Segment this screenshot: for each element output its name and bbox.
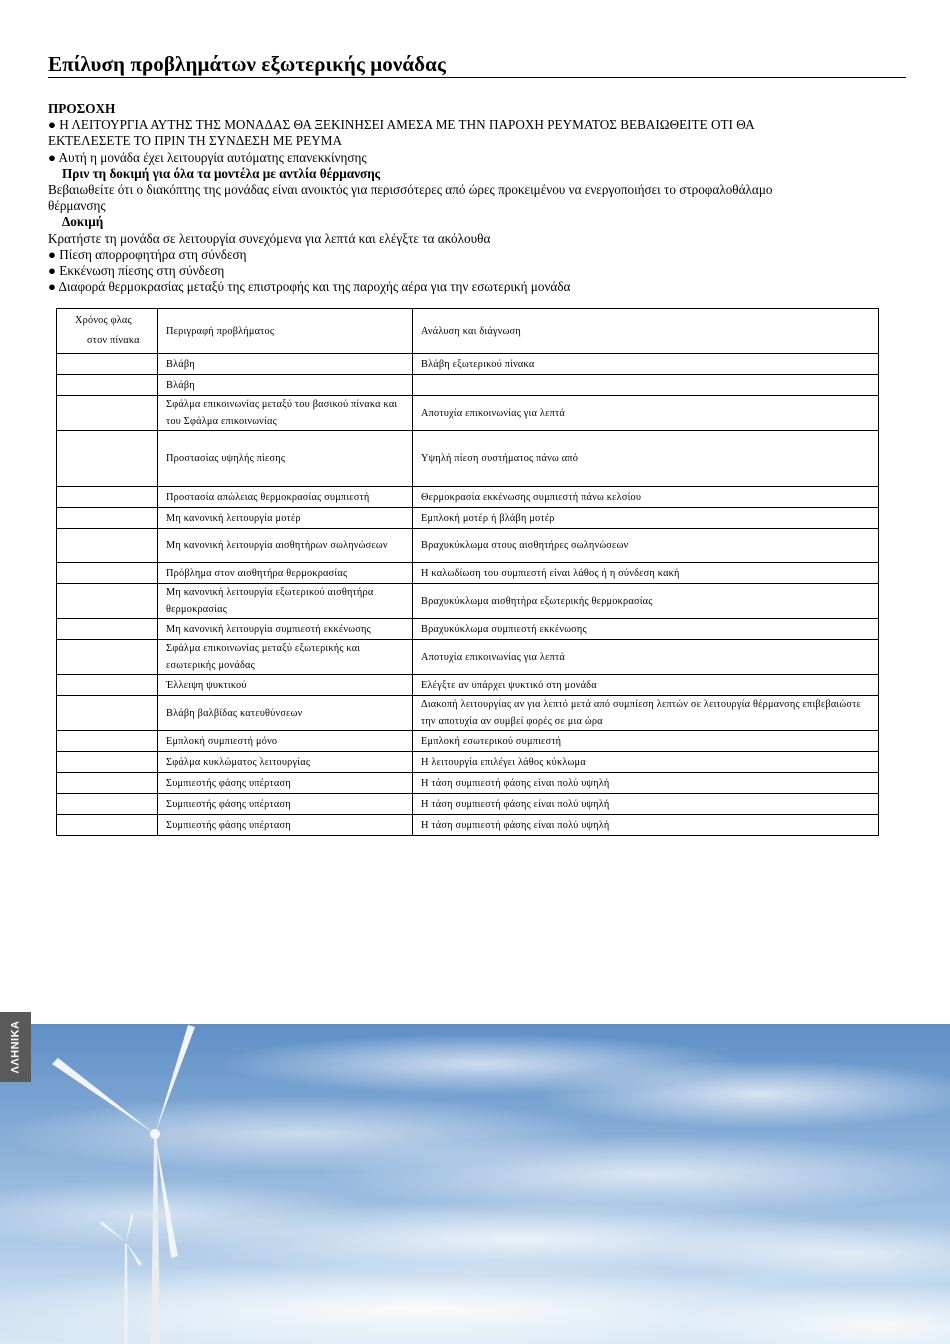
table-header-row: [57, 309, 879, 354]
caution-line-1: ● Η ΛΕΙΤΟΥΡΓΙΑ ΑΥΤΗΣ ΤΗΣ ΜΟΝΑΔΑΣ ΘΑ ΞΕΚΙΝΗΣΕΙ ΑΜΕΣΑ ΜΕ ΤΗΝ ΠΑΡΟΧΗ ΡΕΥΜΑΤΟΣ ΒΕΒΑΙΩΘΕΙΤΕ ΟΤΙ ΘΑ: [48, 117, 755, 133]
analysis-cell: [413, 375, 879, 396]
analysis-cell: Η καλωδίωση του συμπιεστή είναι λάθος ή η σύνδεση κακή: [413, 563, 879, 584]
table-row: [57, 584, 879, 619]
description-cell: Μη κανονική λειτουργία εξωτερικού αισθητήρα θερμοκρασίας: [158, 584, 413, 619]
table-row: [57, 396, 879, 431]
flash-cell: [57, 640, 158, 675]
flash-cell: [57, 354, 158, 375]
description-cell: Βλάβη: [158, 354, 413, 375]
wind-turbine-sky-photo: [0, 1024, 950, 1344]
table-row: [57, 773, 879, 794]
table-row: [57, 640, 879, 675]
test-text: Κρατήστε τη μονάδα σε λειτουργία συνεχόμενα για λεπτά και ελέγξτε τα ακόλουθα: [48, 230, 491, 246]
analysis-cell: Εμπλοκή μοτέρ ή βλάβη μοτέρ: [413, 508, 879, 529]
caution-line-1-cont: ΕΚΤΕΛΕΣΕΤΕ ΤΟ ΠΡΙΝ ΤΗ ΣΥΝΔΕΣΗ ΜΕ ΡΕΥΜΑ: [48, 133, 342, 149]
caution-line-2: ● Αυτή η μονάδα έχει λειτουργία αυτόματης επανεκκίνησης: [48, 149, 367, 165]
table-row: [57, 529, 879, 563]
header-flash-line-1: Χρόνος φλας: [75, 315, 132, 326]
flash-cell: [57, 375, 158, 396]
check-item: ● Διαφορά θερμοκρασίας μεταξύ της επιστροφής και της παροχής αέρα για την εσωτερική μονάδα: [48, 279, 571, 295]
table-row: [57, 508, 879, 529]
test-heading: Δοκιμή: [62, 214, 104, 230]
check-item: ● Εκκένωση πίεσης στη σύνδεση: [48, 263, 225, 279]
flash-cell: [57, 529, 158, 563]
table-row: [57, 354, 879, 375]
description-cell: Σφάλμα επικοινωνίας μεταξύ του βασικού πίνακα και του Σφάλμα επικοινωνίας: [158, 396, 413, 431]
pre-test-text-cont: θέρμανσης: [48, 198, 106, 214]
description-cell: Συμπιεστής φάσης υπέρταση: [158, 815, 413, 836]
flash-cell: [57, 815, 158, 836]
flash-cell: [57, 675, 158, 696]
flash-cell: [57, 584, 158, 619]
flash-cell: [57, 563, 158, 584]
flash-cell: [57, 773, 158, 794]
description-cell: Σφάλμα επικοινωνίας μεταξύ εξωτερικής και εσωτερικής μονάδας: [158, 640, 413, 675]
header-flash-time: [57, 309, 158, 354]
analysis-cell: Αποτυχία επικοινωνίας για λεπτά: [413, 396, 879, 431]
title-divider: [48, 77, 906, 78]
description-cell: Μη κανονική λειτουργία αισθητήρων σωληνώσεων: [158, 529, 413, 563]
check-item: ● Πίεση απορροφητήρα στη σύνδεση: [48, 246, 247, 262]
analysis-cell: Η λειτουργία επιλέγει λάθος κύκλωμα: [413, 752, 879, 773]
analysis-cell: Υψηλή πίεση συστήματος πάνω από: [413, 431, 879, 487]
description-cell: Έλλειψη ψυκτικού: [158, 675, 413, 696]
pre-test-heading: Πριν τη δοκιμή για όλα τα μοντέλα με αντλία θέρμανσης: [62, 165, 381, 181]
table-row: [57, 696, 879, 731]
flash-cell: [57, 752, 158, 773]
table-row: [57, 431, 879, 487]
table-row: [57, 731, 879, 752]
description-cell: Συμπιεστής φάσης υπέρταση: [158, 773, 413, 794]
analysis-cell: Βραχυκύκλωμα συμπιεστή εκκένωσης: [413, 619, 879, 640]
page-title: Επίλυση προβλημάτων εξωτερικής μονάδας: [48, 52, 446, 76]
analysis-cell: Αποτυχία επικοινωνίας για λεπτά: [413, 640, 879, 675]
table-row: [57, 815, 879, 836]
analysis-cell: Ελέγξτε αν υπάρχει ψυκτικό στη μονάδα: [413, 675, 879, 696]
flash-cell: [57, 794, 158, 815]
flash-cell: [57, 487, 158, 508]
flash-cell: [57, 696, 158, 731]
analysis-cell: Διακοπή λειτουργίας αν για λεπτό μετά από συμπίεση λεπτών σε λειτουργία θέρμανσης επιβεβαιώστε την αποτυχία αν συμβεί φορές σε μια ώρα: [413, 696, 879, 731]
table-row: [57, 375, 879, 396]
analysis-cell: Η τάση συμπιεστή φάσης είναι πολύ υψηλή: [413, 794, 879, 815]
description-cell: Προστασίας υψηλής πίεσης: [158, 431, 413, 487]
description-cell: Βλάβη: [158, 375, 413, 396]
pre-test-text: Βεβαιωθείτε ότι ο διακόπτης της μονάδας είναι ανοικτός για περισσότερες από ώρες προκειμένου να ενεργοποιήσει το στροφαλοθάλαμο: [48, 182, 773, 198]
description-cell: Πρόβλημα στον αισθητήρα θερμοκρασίας: [158, 563, 413, 584]
language-tab: [0, 1012, 31, 1082]
description-cell: Συμπιεστής φάσης υπέρταση: [158, 794, 413, 815]
flash-cell: [57, 619, 158, 640]
flash-cell: [57, 396, 158, 431]
fault-table: [56, 308, 879, 836]
header-analysis: Ανάλυση και διάγνωση: [413, 309, 879, 354]
caution-heading: ΠΡΟΣΟΧΗ: [48, 101, 116, 116]
header-flash-line-2: στον πίνακα: [87, 335, 140, 346]
table-row: [57, 794, 879, 815]
flash-cell: [57, 731, 158, 752]
description-cell: Εμπλοκή συμπιεστή μόνο: [158, 731, 413, 752]
table-row: [57, 752, 879, 773]
description-cell: Βλάβη βαλβίδας κατευθύνσεων: [158, 696, 413, 731]
table-row: [57, 619, 879, 640]
description-cell: Μη κανονική λειτουργία μοτέρ: [158, 508, 413, 529]
description-cell: Προστασία απώλειας θερμοκρασίας συμπιεστή: [158, 487, 413, 508]
table-row: [57, 675, 879, 696]
analysis-cell: Εμπλοκή εσωτερικού συμπιεστή: [413, 731, 879, 752]
analysis-cell: Βραχυκύκλωμα στους αισθητήρες σωληνώσεων: [413, 529, 879, 563]
analysis-cell: Θερμοκρασία εκκένωσης συμπιεστή πάνω κελσίου: [413, 487, 879, 508]
flash-cell: [57, 508, 158, 529]
description-cell: Σφάλμα κυκλώματος λειτουργίας: [158, 752, 413, 773]
table-row: [57, 563, 879, 584]
analysis-cell: Η τάση συμπιεστή φάσης είναι πολύ υψηλή: [413, 815, 879, 836]
analysis-cell: Βλάβη εξωτερικού πίνακα: [413, 354, 879, 375]
analysis-cell: Βραχυκύκλωμα αισθητήρα εξωτερικής θερμοκρασίας: [413, 584, 879, 619]
table-row: [57, 487, 879, 508]
header-description: Περιγραφή προβλήματος: [158, 309, 413, 354]
analysis-cell: Η τάση συμπιεστή φάσης είναι πολύ υψηλή: [413, 773, 879, 794]
caution-notes: [48, 101, 908, 295]
flash-cell: [57, 431, 158, 487]
language-tab-label: ΛΛΗΝΙΚΑ: [9, 1020, 22, 1074]
description-cell: Μη κανονική λειτουργία συμπιεστή εκκένωσης: [158, 619, 413, 640]
